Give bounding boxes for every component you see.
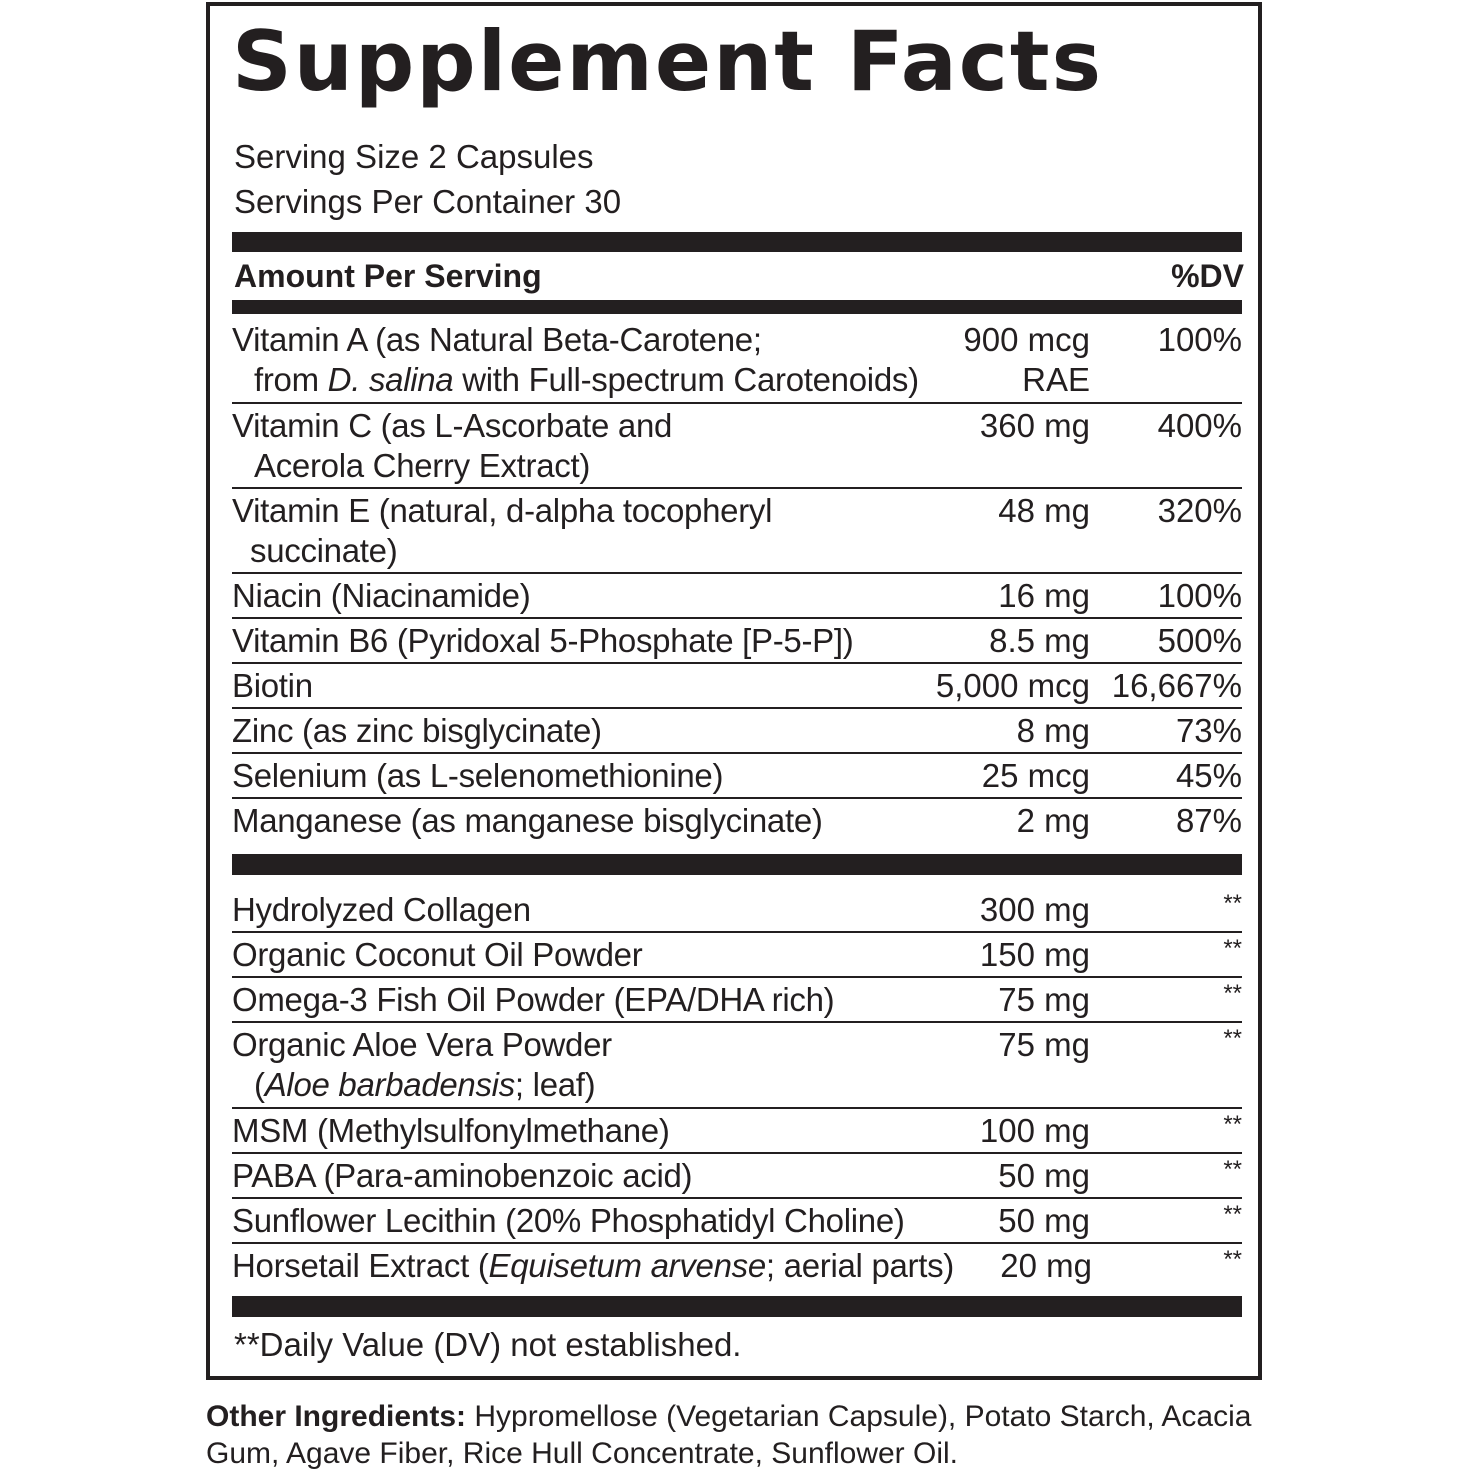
- ingredient-dv: **: [1223, 980, 1242, 1007]
- nutrient-name: Biotin: [232, 667, 313, 704]
- ingredient-dv: **: [1223, 1246, 1242, 1273]
- ingredient-dv: **: [1223, 935, 1242, 962]
- table-row: [232, 754, 1242, 799]
- nutrient-dv: 100%: [1157, 321, 1242, 358]
- nutrient-amount: 8.5 mg: [989, 622, 1090, 659]
- nutrient-name: Vitamin B6 (Pyridoxal 5-Phosphate [P-5-P]): [232, 622, 854, 659]
- nutrient-dv: 87%: [1175, 802, 1242, 839]
- dv-footnote: **Daily Value (DV) not established.: [234, 1326, 742, 1363]
- table-row: [232, 664, 1242, 709]
- table-row: [232, 574, 1242, 619]
- ingredient-amount: 150 mg: [979, 936, 1090, 973]
- nutrient-amount: 8 mg: [1016, 712, 1090, 749]
- serving-size: Serving Size 2 Capsules: [234, 138, 594, 175]
- ingredient-amount: 100 mg: [979, 1112, 1090, 1149]
- table-row: [232, 1244, 1242, 1289]
- ingredient-amount: 300 mg: [979, 891, 1090, 928]
- ingredient-dv: **: [1223, 1156, 1242, 1183]
- ingredient-name: Hydrolyzed Collagen: [232, 891, 531, 928]
- table-row: [232, 1023, 1242, 1109]
- thick-divider: [232, 854, 1242, 875]
- ingredient-name: Horsetail Extract (Equisetum arvense; aerial parts): [232, 1247, 954, 1284]
- ingredient-amount: 20 mg: [1000, 1247, 1092, 1284]
- ingredient-name: Sunflower Lecithin (20% Phosphatidyl Choline): [232, 1202, 905, 1239]
- ingredient-name: MSM (Methylsulfonylmethane): [232, 1112, 670, 1149]
- nutrient-amount: 5,000 mcg: [935, 667, 1090, 704]
- table-row: [232, 489, 1242, 574]
- other-ingredients: [206, 1398, 1276, 1472]
- nutrient-dv: 45%: [1175, 757, 1242, 794]
- nutrient-amount: 2 mg: [1016, 802, 1090, 839]
- medium-divider: [232, 300, 1242, 314]
- nutrient-dv: 320%: [1157, 492, 1242, 529]
- nutrient-name: Manganese (as manganese bisglycinate): [232, 802, 823, 839]
- vitamin-list: [232, 318, 1242, 844]
- nutrient-name: Selenium (as L-selenomethionine): [232, 757, 724, 794]
- nutrient-dv: 100%: [1157, 577, 1242, 614]
- thick-divider: [232, 1296, 1242, 1317]
- nutrient-amount: 360 mg: [979, 407, 1090, 444]
- table-row: [232, 1154, 1242, 1199]
- table-row: [232, 1199, 1242, 1244]
- nutrient-dv: 73%: [1175, 712, 1242, 749]
- nutrient-amount: 16 mg: [998, 577, 1090, 614]
- ingredient-name: PABA (Para-aminobenzoic acid): [232, 1157, 693, 1194]
- nutrient-name: Zinc (as zinc bisglycinate): [232, 712, 602, 749]
- amount-per-serving-label: Amount Per Serving: [234, 258, 542, 294]
- other-actives-list: [232, 888, 1242, 1289]
- table-row: [232, 318, 1242, 404]
- nutrient-name: Vitamin C (as L-Ascorbate and Acerola Cherry Extract): [232, 407, 673, 484]
- table-row: [232, 404, 1242, 489]
- ingredient-amount: 75 mg: [998, 1026, 1090, 1063]
- table-row: [232, 619, 1242, 664]
- table-row: [232, 888, 1242, 933]
- other-ingredients-text: Hypromellose (Vegetarian Capsule), Potato Starch, Acacia Gum, Agave Fiber, Rice Hull Concentrate, Sunflower Oil.: [206, 1400, 1252, 1470]
- table-row: [232, 933, 1242, 978]
- table-row: [232, 1109, 1242, 1154]
- ingredient-dv: **: [1223, 1111, 1242, 1138]
- nutrient-dv: 400%: [1157, 407, 1242, 444]
- supplement-facts-panel: [206, 2, 1262, 1380]
- ingredient-amount: 75 mg: [998, 981, 1090, 1018]
- nutrient-name: Vitamin A (as Natural Beta-Carotene; from D. salina with Full-spectrum Carotenoids): [232, 321, 919, 398]
- nutrient-amount: 25 mcg: [981, 757, 1090, 794]
- nutrient-amount: 48 mg: [998, 492, 1090, 529]
- other-ingredients-label: Other Ingredients:: [206, 1400, 467, 1433]
- table-row: [232, 978, 1242, 1023]
- table-row: [232, 799, 1242, 844]
- ingredient-name: Omega-3 Fish Oil Powder (EPA/DHA rich): [232, 981, 835, 1018]
- panel-title: Supplement Facts: [232, 13, 1103, 110]
- nutrient-dv: 16,667%: [1111, 667, 1242, 704]
- nutrient-dv: 500%: [1157, 622, 1242, 659]
- ingredient-dv: **: [1223, 890, 1242, 917]
- ingredient-dv: **: [1223, 1201, 1242, 1228]
- table-row: [232, 709, 1242, 754]
- nutrient-name: Vitamin E (natural, d-alpha tocopheryl succinate): [232, 492, 773, 569]
- ingredient-dv: **: [1223, 1025, 1242, 1052]
- ingredient-amount: 50 mg: [998, 1202, 1090, 1239]
- thick-divider: [232, 232, 1242, 252]
- ingredient-name: Organic Aloe Vera Powder (Aloe barbadensis; leaf): [232, 1026, 612, 1103]
- servings-per-container: Servings Per Container 30: [234, 183, 622, 220]
- nutrient-name: Niacin (Niacinamide): [232, 577, 531, 614]
- ingredient-name: Organic Coconut Oil Powder: [232, 936, 643, 973]
- nutrient-amount: 900 mcg RAE: [963, 321, 1090, 398]
- dv-header-label: %DV: [1171, 258, 1244, 294]
- ingredient-amount: 50 mg: [998, 1157, 1090, 1194]
